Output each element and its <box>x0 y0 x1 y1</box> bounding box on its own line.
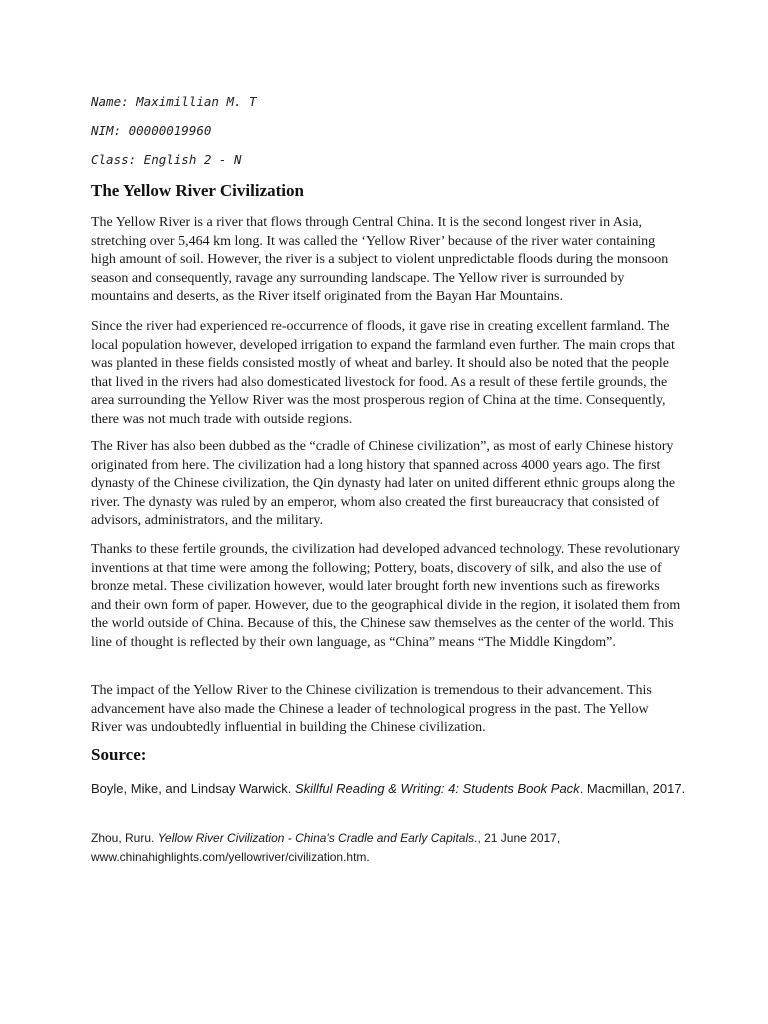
reference-1-publisher: . Macmillan, 2017. <box>579 781 686 796</box>
reference-1 <box>91 778 691 799</box>
reference-2-details: ., 21 June 2017, www.chinahighlights.com/yellowriver/civilization.htm. <box>91 831 561 864</box>
paragraph-1: The Yellow River is a river that flows through Central China. It is the second longest river in Asia, stretching over 5,464 km long. It was called the ‘Yellow River’ because of the river water containing high amount of soil. However, the river is a subject to violent unpredictable floods during the monsoon season and consequently, ravage any surrounding landscape. The Yellow river is surrounded by mountains and deserts, as the River itself originated from the Bayan Har Mountains. <box>91 215 669 304</box>
reference-2-author: Zhou, Ruru. <box>91 831 158 845</box>
student-class: Class: English 2 - N <box>91 152 242 167</box>
reference-2-title: Yellow River Civilization - China's Cradle and Early Capitals <box>157 831 475 845</box>
reference-1-title: Skillful Reading & Writing: 4: Students Book Pack <box>294 781 580 796</box>
paragraph-3: The River has also been dubbed as the “cradle of Chinese civilization”, as most of early Chinese history originated from here. The civilization had a long history that spanned across 4000 years ago. The first dynasty of the Chinese civilization, the Qin dynasty had later on united different ethnic groups along the river. The dynasty was ruled by an emperor, whom also created the first bureaucracy that consisted of advisors, administrators, and the military. <box>91 439 676 528</box>
essay-title: The Yellow River Civilization <box>91 181 304 200</box>
student-nim: NIM: 00000019960 <box>91 123 212 138</box>
paragraph-5: The impact of the Yellow River to the Chinese civilization is tremendous to their advancement. This advancement have also made the Chinese a leader of technological progress in the past. The Yellow River was undoubtedly influential in building the Chinese civilization. <box>91 683 652 735</box>
reference-2 <box>91 829 691 867</box>
student-name: Name: Maximillian M. T <box>91 94 257 109</box>
source-heading: Source: <box>91 745 147 764</box>
paragraph-2: Since the river had experienced re-occurrence of floods, it gave rise in creating excellent farmland. The local population however, developed irrigation to expand the farmland even further. The main crops that was planted in these fields consisted mostly of wheat and barley. It should also be noted that the people that lived in the rivers had also domesticated livestock for food. As a result of these fertile grounds, the area surrounding the Yellow River was the most prosperous region of China at the time. Consequently, there was not much trade with outside regions. <box>91 319 675 427</box>
reference-1-authors: Boyle, Mike, and Lindsay Warwick. <box>91 781 295 796</box>
paragraph-4: Thanks to these fertile grounds, the civilization had developed advanced technology. These revolutionary inventions at that time were among the following; Pottery, boats, discovery of silk, and also the use of bronze metal. These civilization however, would later brought forth new inventions such as fireworks and their own form of paper. However, due to the geographical divide in the region, it isolated them from the world outside of China. Because of this, the Chinese saw themselves as the center of the world. This line of thought is reflected by their own language, as “China” means “The Middle Kingdom”. <box>91 542 681 650</box>
